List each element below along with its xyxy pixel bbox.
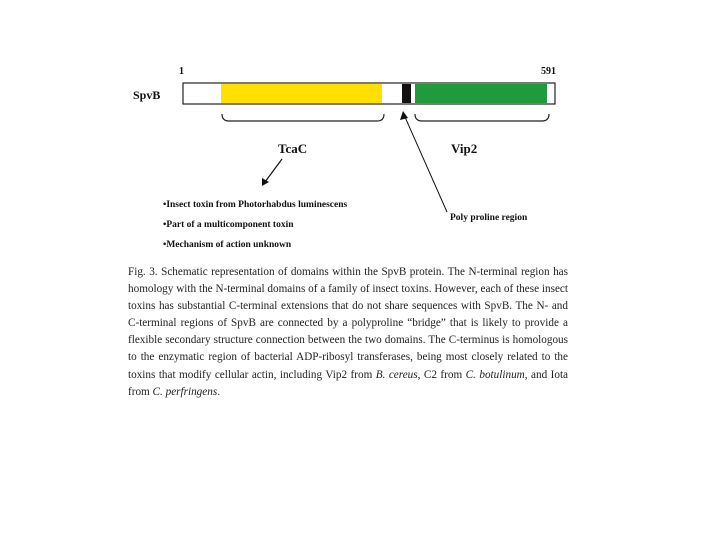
polyproline-label: Poly proline region: [450, 213, 528, 223]
species-c-botulinum: C. botulinum: [465, 368, 525, 381]
end-residue-label: 591: [541, 66, 556, 77]
species-b-cereus: B. cereus: [375, 368, 418, 381]
protein-name-label: SpvB: [133, 88, 161, 102]
tcac-domain-block: [221, 84, 382, 103]
caption-text-4: .: [217, 385, 220, 398]
caption-text-2: , C2 from: [417, 368, 466, 381]
vip2-label: Vip2: [451, 141, 478, 156]
vip2-domain-block: [415, 84, 547, 103]
figure-caption: [128, 264, 568, 401]
polyproline-pointer-head: [400, 111, 408, 120]
caption-text-3: , and Iota from: [128, 368, 569, 398]
tcac-bracket: [222, 114, 384, 121]
tcac-note-2: •Part of a multicomponent toxin: [163, 220, 294, 230]
start-residue-label: 1: [179, 66, 184, 77]
spvb-domain-diagram: [0, 0, 720, 262]
polyproline-block: [402, 84, 411, 103]
tcac-arrow-line: [265, 159, 282, 182]
tcac-arrow-head: [262, 178, 269, 186]
caption-text-1: Schematic representation of domains within the SpvB protein. The N-terminal region has homology with the N-terminal domains of a family of insect toxins. However, each of these insect toxins has substantial C-terminal extensions that do not share sequences with SpvB. The N- and C-terminal regions of SpvB are connected by a polyproline “bridge” that is likely to provide a flexible secondary structure connection between the two domains. The C-terminus is homologous to the enzymatic region of bacterial ADP-ribosyl transferases, being most closely related to the toxins that modify cellular actin, including Vip2 from: [128, 266, 568, 381]
tcac-label: TcaC: [278, 141, 308, 156]
polyproline-pointer-line: [405, 117, 447, 212]
species-c-perfringens: C. perfringens: [152, 385, 218, 398]
figure-number: Fig. 3.: [128, 266, 158, 278]
tcac-note-3: •Mechanism of action unknown: [163, 240, 292, 250]
vip2-bracket: [415, 114, 549, 121]
tcac-note-1: •Insect toxin from Photorhabdus luminescens: [163, 200, 348, 210]
